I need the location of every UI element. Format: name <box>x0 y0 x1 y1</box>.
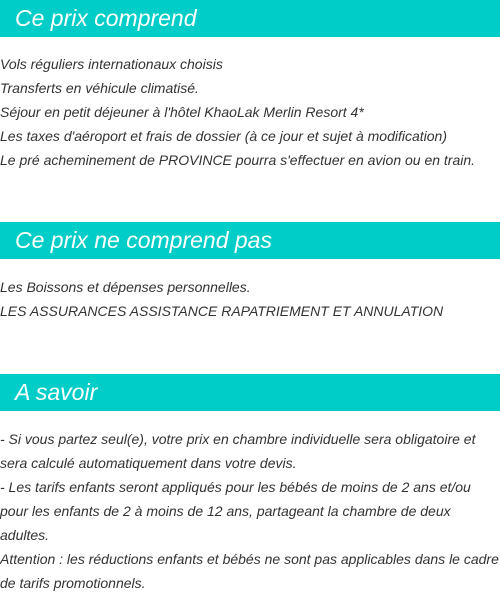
list-item: Transferts en véhicule climatisé. <box>0 80 199 96</box>
section-price-includes <box>0 0 500 172</box>
excluded-list <box>0 275 500 323</box>
list-item: Vols réguliers internationaux choisis <box>0 56 223 72</box>
notes <box>0 427 500 595</box>
section-header <box>0 0 500 37</box>
list-item: LES ASSURANCES ASSISTANCE RAPATRIEMENT ET ANNULATION <box>0 303 444 319</box>
included-list <box>0 52 500 172</box>
section-title: Ce prix ne comprend pas <box>15 227 272 253</box>
note-paragraph: Attention : les réductions enfants et bébés ne sont pas applicables dans le cadre de tarifs promotionnels. <box>0 551 499 591</box>
list-item: Séjour en petit déjeuner à l'hôtel KhaoLak Merlin Resort 4* <box>0 104 364 120</box>
list-item: Le pré acheminement de PROVINCE pourra s'effectuer en avion ou en train. <box>0 152 476 168</box>
note-paragraph: - Si vous partez seul(e), votre prix en chambre individuelle sera obligatoire et sera calculé automatiquement dans votre devis. <box>0 431 476 471</box>
section-good-to-know <box>0 374 500 595</box>
note-paragraph: - Les tarifs enfants seront appliqués pour les bébés de moins de 2 ans et/ou pour les enfants de 2 à moins de 12 ans, partageant la chambre de deux adultes. <box>0 479 471 543</box>
section-price-excludes <box>0 222 500 323</box>
section-header <box>0 222 500 259</box>
list-item: Les taxes d'aéroport et frais de dossier (à ce jour et sujet à modification) <box>0 128 448 144</box>
section-title: A savoir <box>15 379 98 405</box>
section-header <box>0 374 500 411</box>
section-title: Ce prix comprend <box>15 5 197 31</box>
list-item: Les Boissons et dépenses personnelles. <box>0 279 251 295</box>
